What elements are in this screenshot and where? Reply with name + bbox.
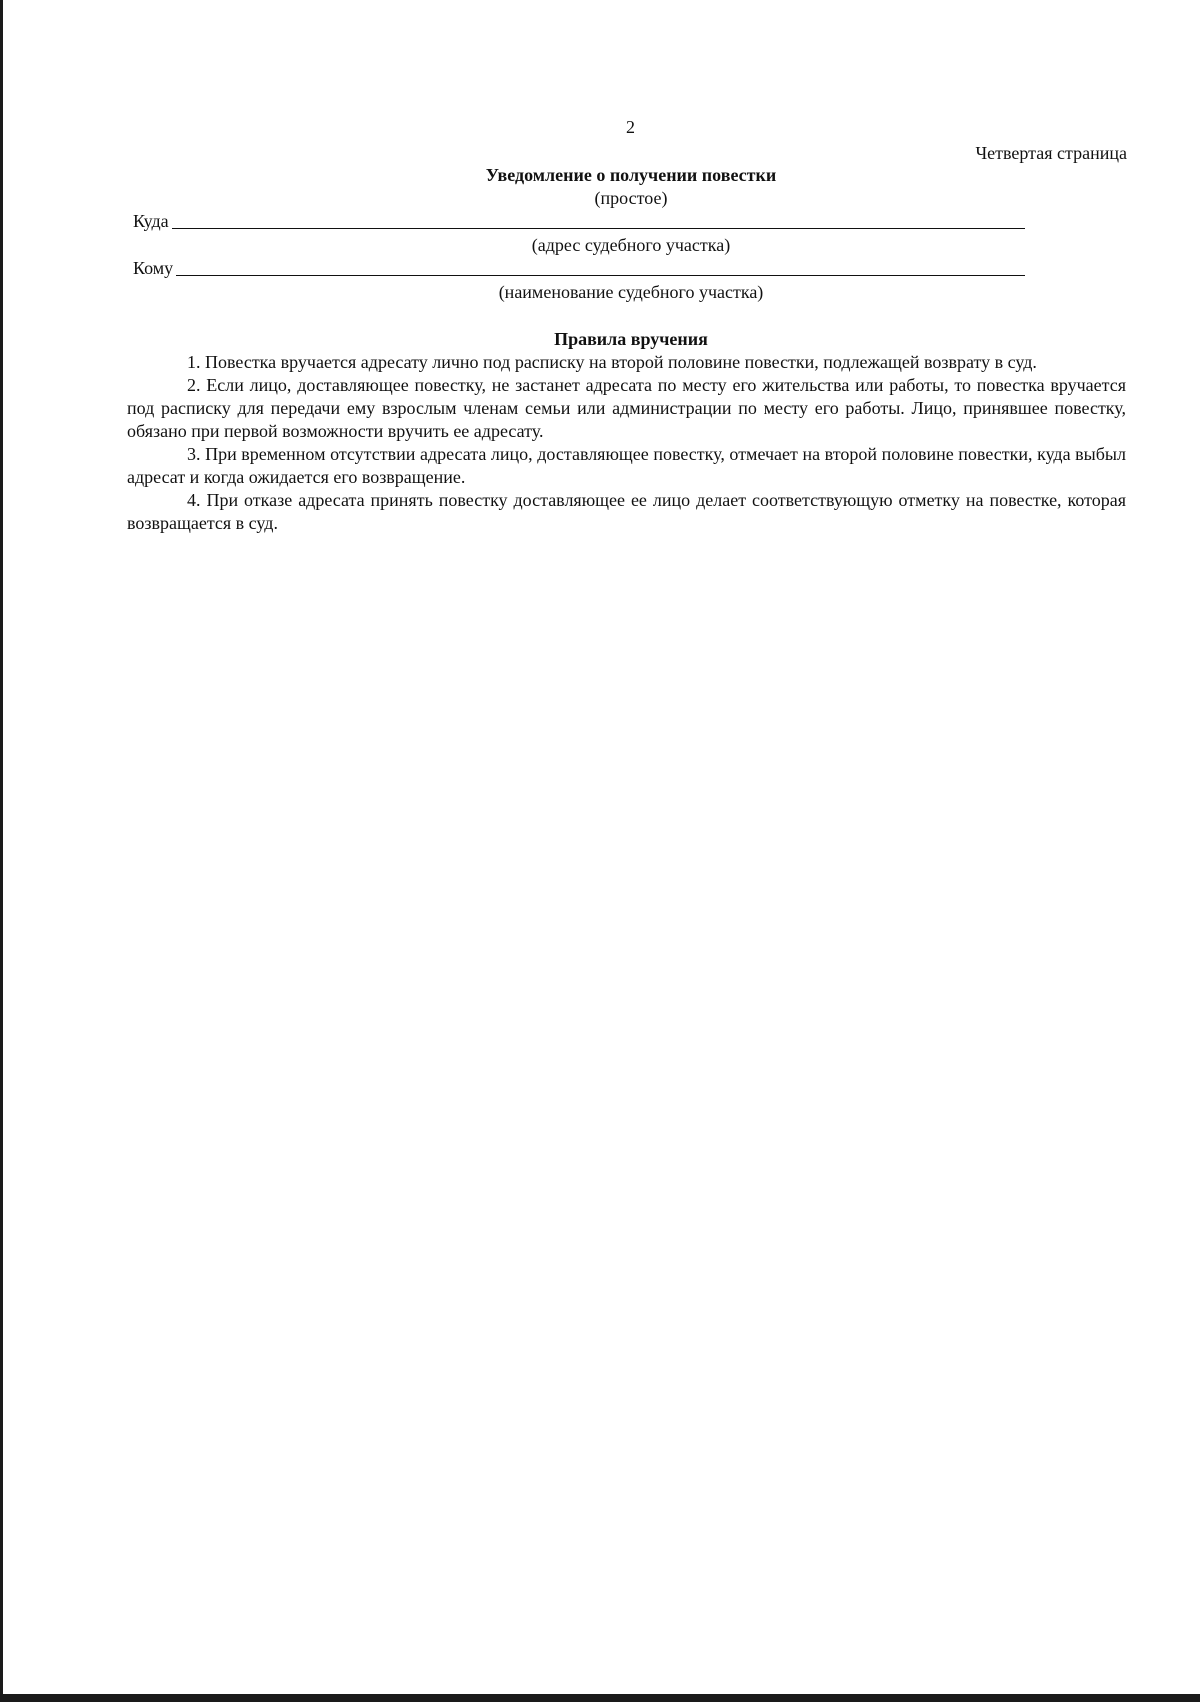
- notice-subtitle: (простое): [594, 188, 668, 208]
- rule-item-1: 1. Повестка вручается адресату лично под расписку на второй половине повестки, подлежащей возврату в суд.: [187, 352, 1037, 372]
- notice-title: Уведомление о получении повестки: [485, 165, 777, 185]
- to-whom-caption: (наименование судебного участка): [498, 282, 764, 302]
- page-label: Четвертая страница: [975, 143, 1127, 163]
- page-number: 2: [626, 117, 635, 137]
- to-whom-field: [133, 255, 1025, 279]
- scan-edge-bottom: [0, 1694, 1200, 1702]
- to-where-field: [133, 208, 1025, 232]
- rules-title: Правила вручения: [554, 329, 708, 349]
- rules-list: [127, 351, 1126, 535]
- to-whom-line: [176, 274, 1025, 276]
- rule-item-2: 2. Если лицо, доставляющее повестку, не застанет адресата по месту его жительства или работы, то повестка вручается под расписку для передачи ему взрослым членам семьи или администрации по месту его работы. Лицо, принявшее повестку, обязано при первой возможности вручить ее адресату.: [127, 375, 1126, 441]
- to-where-label: Куда: [133, 211, 169, 231]
- to-where-caption: (адрес судебного участка): [531, 235, 731, 255]
- to-where-line: [172, 227, 1025, 229]
- rule-item-4: 4. При отказе адресата принять повестку доставляющее ее лицо делает соответствующую отметку на повестке, которая возвращается в суд.: [127, 490, 1126, 533]
- to-whom-label: Кому: [133, 258, 174, 278]
- rule-item-3: 3. При временном отсутствии адресата лицо, доставляющее повестку, отмечает на второй половине повестки, куда выбыл адресат и когда ожидается его возвращение.: [127, 444, 1126, 487]
